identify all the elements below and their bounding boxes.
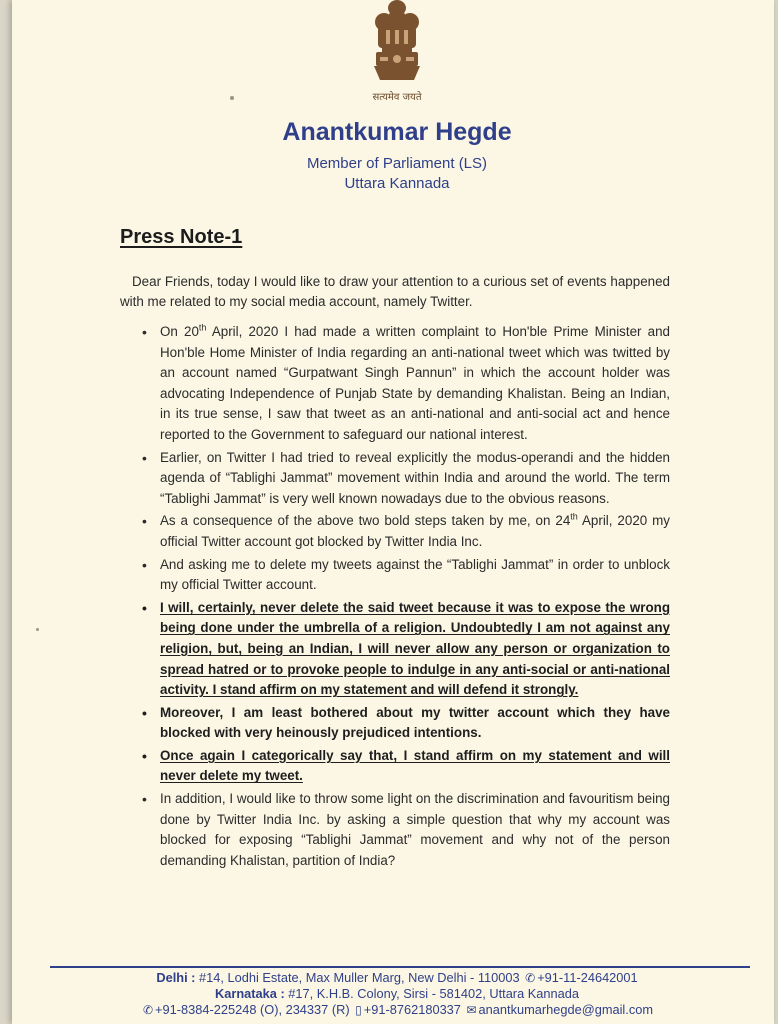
sender-constituency: Uttara Kannada [344, 175, 450, 192]
emblem-motto: सत्यमेव जयते [372, 92, 422, 103]
list-item: • In addition, I would like to throw some light on the discrimination and favouritism being done by Twitter India Inc. by asking a simple question that why my account was blocked for exposing “Tablighi Jammat” movement and why not of the person demanding Khalistan, partition of India? [142, 789, 670, 871]
list-item: • Earlier, on Twitter I had tried to reveal explicitly the modus-operandi and the hidden agenda of “Tablighi Jammat” movement within India and around the world. The term “Tablighi Jammat” is very well known nowadays due to the obvious reasons. [142, 448, 670, 510]
paper-speck [36, 628, 39, 631]
page-title: Press Note-1 [120, 226, 243, 248]
sender-name: Anantkumar Hegde [282, 118, 512, 146]
list-item: • I will, certainly, never delete the said tweet because it was to expose the wrong being done under the umbrella of a religion. Undoubtedly I am not against any religion, but, being an Indian, I will never allow any person or organization to spread hatred or to provoke people to indulge in any anti-social or anti-national activity. I stand affirm on my statement and will defend it strongly. [142, 598, 670, 701]
footer-divider [50, 966, 750, 968]
statement-list [142, 322, 670, 873]
list-item: • On 20th April, 2020 I had made a written complaint to Hon'ble Prime Minister and Hon'ble Home Minister of India regarding an anti-national tweet which was twitted by an account named “Gurpatwant Singh Pannun” in which the account holder was advocating Independence of Punjab State by demanding Khalistan. Being an Indian, in its true sense, I saw that tweet as an anti-national and anti-social act and hence reported to the Government to safeguard our national interest. [142, 322, 670, 446]
footer-karnataka: Karnataka : #17, K.H.B. Colony, Sirsi - 581402, Uttara Kannada [215, 986, 579, 1001]
envelope-icon: ✉ [466, 1003, 477, 1017]
sender-role: Member of Parliament (LS) [306, 155, 488, 172]
phone-icon: ✆ [142, 1003, 154, 1017]
footer-delhi: Delhi : #14, Lodhi Estate, Max Muller Marg, New Delhi - 110003 ✆ +91-11-24642001 [156, 970, 638, 985]
mobile-icon: ▯ [355, 1003, 362, 1017]
letterhead-page [12, 0, 774, 1024]
intro-paragraph: Dear Friends, today I would like to draw your attention to a curious set of events happened with me related to my social media account, namely Twitter. [120, 274, 670, 309]
list-item: • Moreover, I am least bothered about my twitter account which they have blocked with very heinously prejudiced intentions. [142, 703, 670, 744]
phone-icon: ✆ [525, 971, 536, 985]
footer-contacts: ✆ +91-8384-225248 (O), 234337 (R) ▯ +91-8762180337 ✉ anantkumarhegde@gmail.com [142, 1002, 654, 1017]
list-item: • Once again I categorically say that, I stand affirm on my statement and will never delete my tweet. [142, 746, 670, 787]
list-item: • As a consequence of the above two bold steps taken by me, on 24th April, 2020 my official Twitter account got blocked by Twitter India Inc. [142, 511, 670, 552]
national-emblem-icon [362, 0, 432, 92]
paper-speck [230, 96, 234, 100]
list-item: • And asking me to delete my tweets against the “Tablighi Jammat” in order to unblock my official Twitter account. [142, 555, 670, 596]
email-link[interactable]: anantkumarhegde@gmail.com [478, 1002, 654, 1017]
